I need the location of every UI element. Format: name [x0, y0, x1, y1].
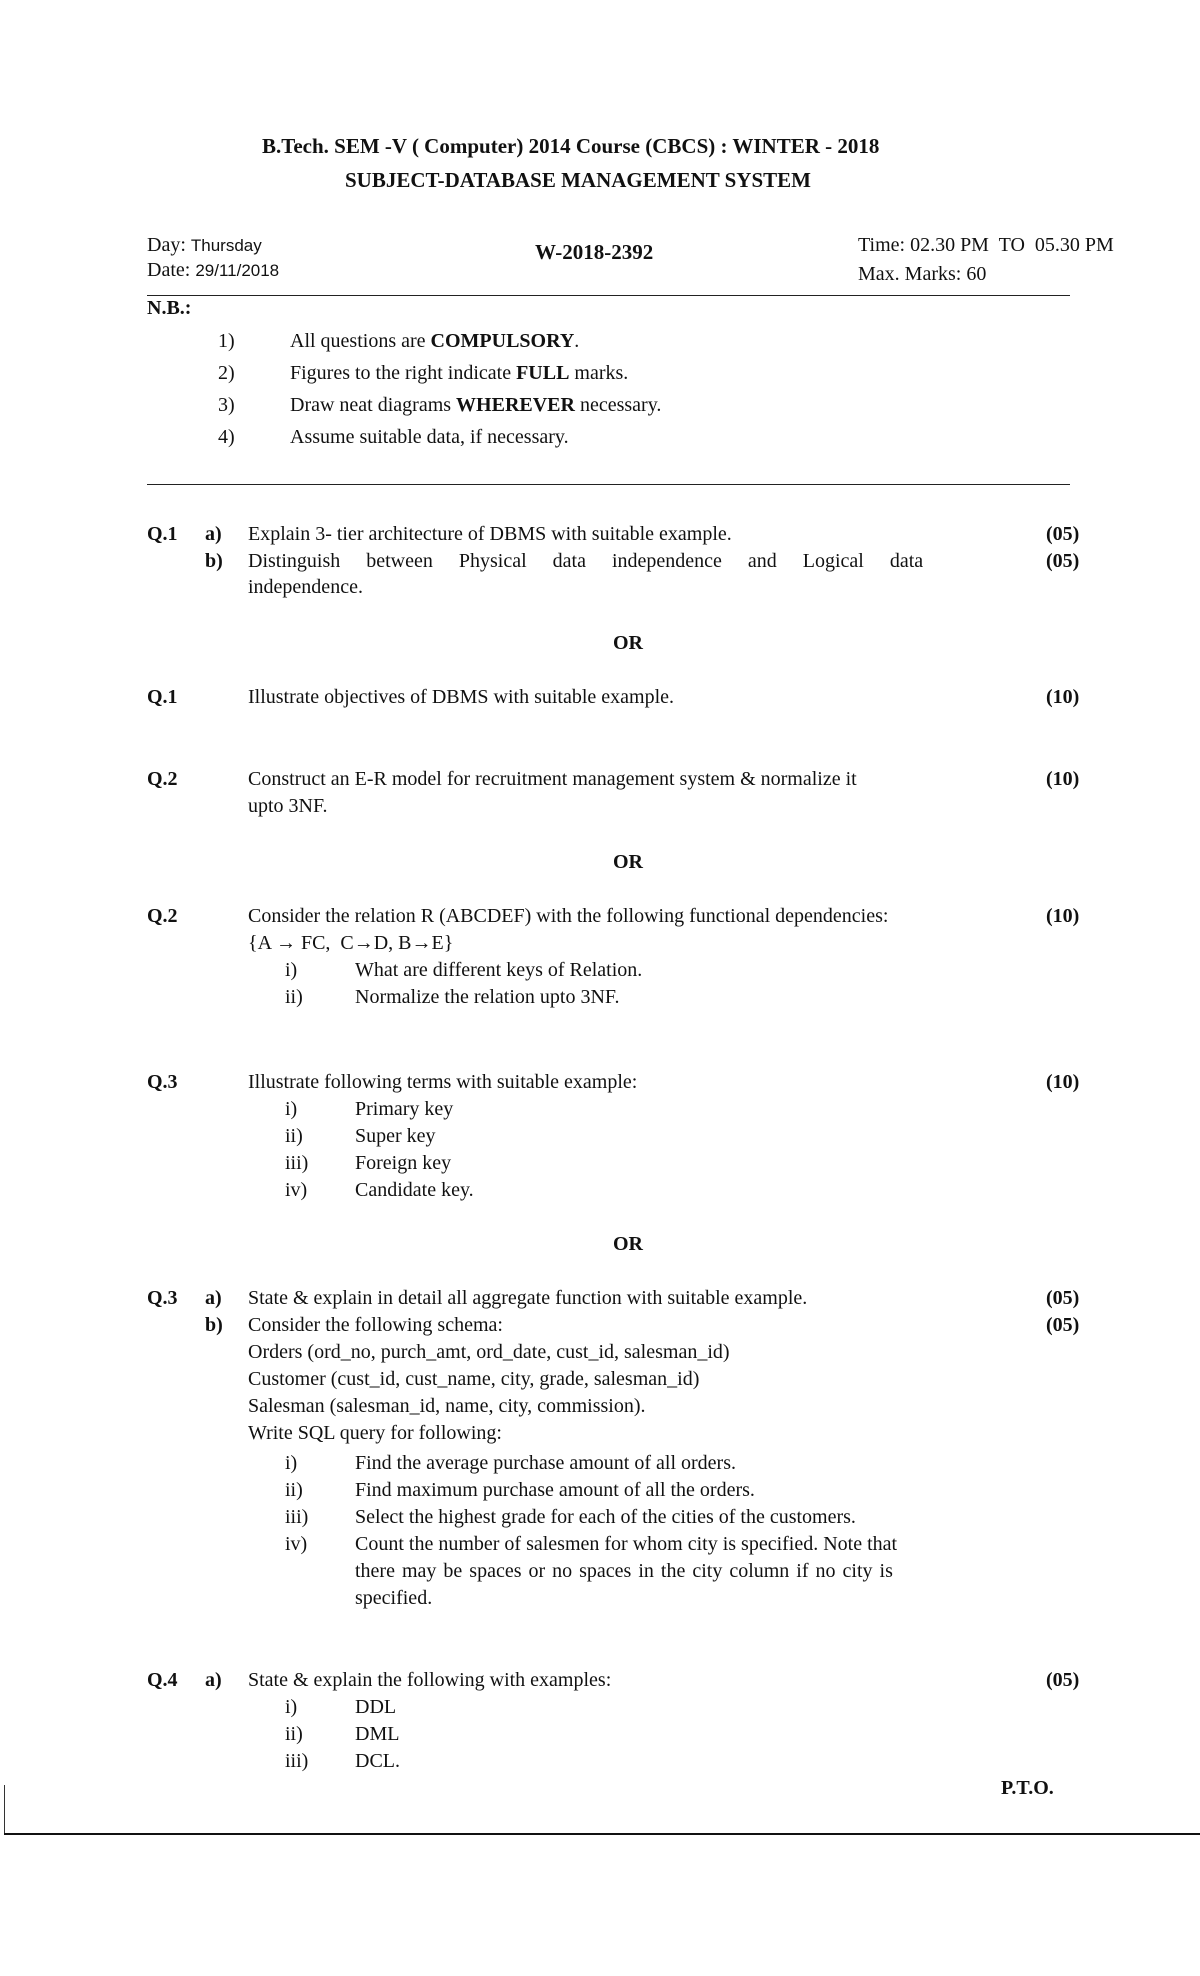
time-value: 02.30 PM TO 05.30 PM: [910, 234, 1114, 256]
subitem-text: DML: [355, 1723, 400, 1745]
day-value: Thursday: [190, 236, 262, 255]
q2-text-1: Construct an E-R model for recruitment management system & normalize it: [248, 768, 857, 790]
subitem-number: iv): [285, 1179, 308, 1201]
subitem-number: i): [285, 1696, 298, 1718]
instructions-divider: [147, 484, 1070, 485]
q3-alt-b-item4-cont-2: specified.: [355, 1587, 433, 1609]
q1-a-label: a): [205, 523, 222, 545]
q1-b-text-1: Distinguish between Physical data independence and Logical data: [248, 550, 924, 572]
subitem-text: Find the average purchase amount of all orders.: [355, 1452, 736, 1474]
q3-alt-b-label: b): [205, 1314, 223, 1336]
instruction-text-bold: FULL: [516, 362, 570, 384]
q1-alt-marks: (10): [1046, 686, 1080, 708]
q1-b-text-2: independence.: [248, 576, 363, 598]
max-marks: Max. Marks: 60: [858, 263, 987, 285]
instruction-text-pre: Assume suitable data, if necessary.: [290, 426, 569, 448]
instruction-text: [290, 426, 569, 449]
subitem-text: Primary key: [355, 1098, 454, 1120]
subitem-text: Super key: [355, 1125, 436, 1147]
instruction-number: 4): [218, 426, 235, 448]
schema-line: Salesman (salesman_id, name, city, commission).: [248, 1395, 646, 1417]
subitem-number: iv): [285, 1533, 308, 1555]
left-margin-mark: [4, 1785, 5, 1833]
q3-number: Q.3: [147, 1071, 178, 1093]
q1-b-label: b): [205, 550, 223, 572]
exam-title: B.Tech. SEM -V ( Computer) 2014 Course (CBCS) : WINTER - 2018: [262, 134, 880, 158]
instruction-text-post: necessary.: [574, 394, 662, 416]
q2-alt-fd-set: {A → FC, C→D, B→E}: [248, 932, 454, 954]
q1-number: Q.1: [147, 523, 178, 545]
q2-alt-text-1: Consider the relation R (ABCDEF) with the following functional dependencies:: [248, 905, 889, 927]
instruction-text: [290, 394, 661, 417]
subitem-number: iii): [285, 1750, 309, 1772]
instruction-text-bold: WHEREVER: [456, 394, 575, 416]
subitem-text: Count the number of salesmen for whom city is specified. Note that: [355, 1533, 898, 1555]
subitem-number: i): [285, 1098, 298, 1120]
subitem-number: i): [285, 959, 298, 981]
or-separator-3: OR: [613, 1233, 643, 1255]
q2-marks: (10): [1046, 768, 1080, 790]
q4-a-label: a): [205, 1669, 222, 1691]
day-label: Day:: [147, 234, 186, 256]
q4-number: Q.4: [147, 1669, 178, 1691]
subitem-text: Find maximum purchase amount of all the orders.: [355, 1479, 755, 1501]
subitem-number: ii): [285, 1479, 303, 1501]
page-bottom-rule: [4, 1833, 1200, 1835]
schema-line: Orders (ord_no, purch_amt, ord_date, cust_id, salesman_id): [248, 1341, 730, 1363]
q1-b-marks: (05): [1046, 550, 1080, 572]
schema-line: Consider the following schema:: [248, 1314, 503, 1336]
subitem-number: i): [285, 1452, 298, 1474]
subitem-number: ii): [285, 986, 303, 1008]
q3-marks: (10): [1046, 1071, 1080, 1093]
q3-alt-a-marks: (05): [1046, 1287, 1080, 1309]
q1-alt-text: Illustrate objectives of DBMS with suitable example.: [248, 686, 675, 708]
q1-alt-number: Q.1: [147, 686, 178, 708]
subitem-text: DDL: [355, 1696, 397, 1718]
time-row: [858, 234, 1114, 257]
subitem-text: What are different keys of Relation.: [355, 959, 643, 981]
q2-alt-marks: (10): [1046, 905, 1080, 927]
subitem-text: Select the highest grade for each of the cities of the customers.: [355, 1506, 856, 1528]
day-row: [147, 234, 262, 257]
q4-a-marks: (05): [1046, 1669, 1080, 1691]
q3-text: Illustrate following terms with suitable example:: [248, 1071, 638, 1093]
q3-alt-b-item4-cont-1: there may be spaces or no spaces in the city column if no city is: [355, 1560, 893, 1582]
schema-line: Customer (cust_id, cust_name, city, grade, salesman_id): [248, 1368, 700, 1390]
instruction-text-post: marks.: [569, 362, 629, 384]
paper-code: W-2018-2392: [535, 240, 654, 264]
q2-text-2: upto 3NF.: [248, 795, 328, 817]
instruction-text: [290, 362, 628, 385]
pto-label: P.T.O.: [1001, 1777, 1054, 1799]
or-separator-1: OR: [613, 632, 643, 654]
instruction-text: [290, 330, 579, 353]
instruction-text-pre: Figures to the right indicate: [290, 362, 517, 384]
header-divider: [147, 295, 1070, 296]
date-label: Date:: [147, 259, 191, 281]
subitem-number: ii): [285, 1723, 303, 1745]
subitem-text: Foreign key: [355, 1152, 452, 1174]
q1-a-marks: (05): [1046, 523, 1080, 545]
q2-number: Q.2: [147, 768, 178, 790]
q3-alt-a-label: a): [205, 1287, 222, 1309]
instruction-text-pre: Draw neat diagrams: [290, 394, 457, 416]
schema-line: Write SQL query for following:: [248, 1422, 502, 1444]
instruction-text-post: .: [574, 330, 580, 352]
or-separator-2: OR: [613, 851, 643, 873]
q3-alt-b-marks: (05): [1046, 1314, 1080, 1336]
q1-a-text: Explain 3- tier architecture of DBMS with suitable example.: [248, 523, 732, 545]
instruction-text-pre: All questions are: [290, 330, 431, 352]
subitem-text: DCL.: [355, 1750, 400, 1772]
nb-label: N.B.:: [147, 297, 192, 319]
q3-alt-number: Q.3: [147, 1287, 178, 1309]
q4-a-text: State & explain the following with examples:: [248, 1669, 612, 1691]
date-value: 29/11/2018: [195, 261, 280, 280]
instruction-number: 2): [218, 362, 235, 384]
q3-alt-a-text: State & explain in detail all aggregate function with suitable example.: [248, 1287, 808, 1309]
date-row: [147, 259, 279, 282]
subitem-number: iii): [285, 1152, 309, 1174]
instruction-number: 1): [218, 330, 235, 352]
subitem-text: Normalize the relation upto 3NF.: [355, 986, 620, 1008]
subitem-number: ii): [285, 1125, 303, 1147]
subitem-number: iii): [285, 1506, 309, 1528]
subject-title: SUBJECT-DATABASE MANAGEMENT SYSTEM: [345, 168, 811, 192]
time-label: Time:: [858, 234, 906, 256]
subitem-text: Candidate key.: [355, 1179, 474, 1201]
q2-alt-number: Q.2: [147, 905, 178, 927]
instruction-text-bold: COMPULSORY: [430, 330, 575, 352]
instruction-number: 3): [218, 394, 235, 416]
